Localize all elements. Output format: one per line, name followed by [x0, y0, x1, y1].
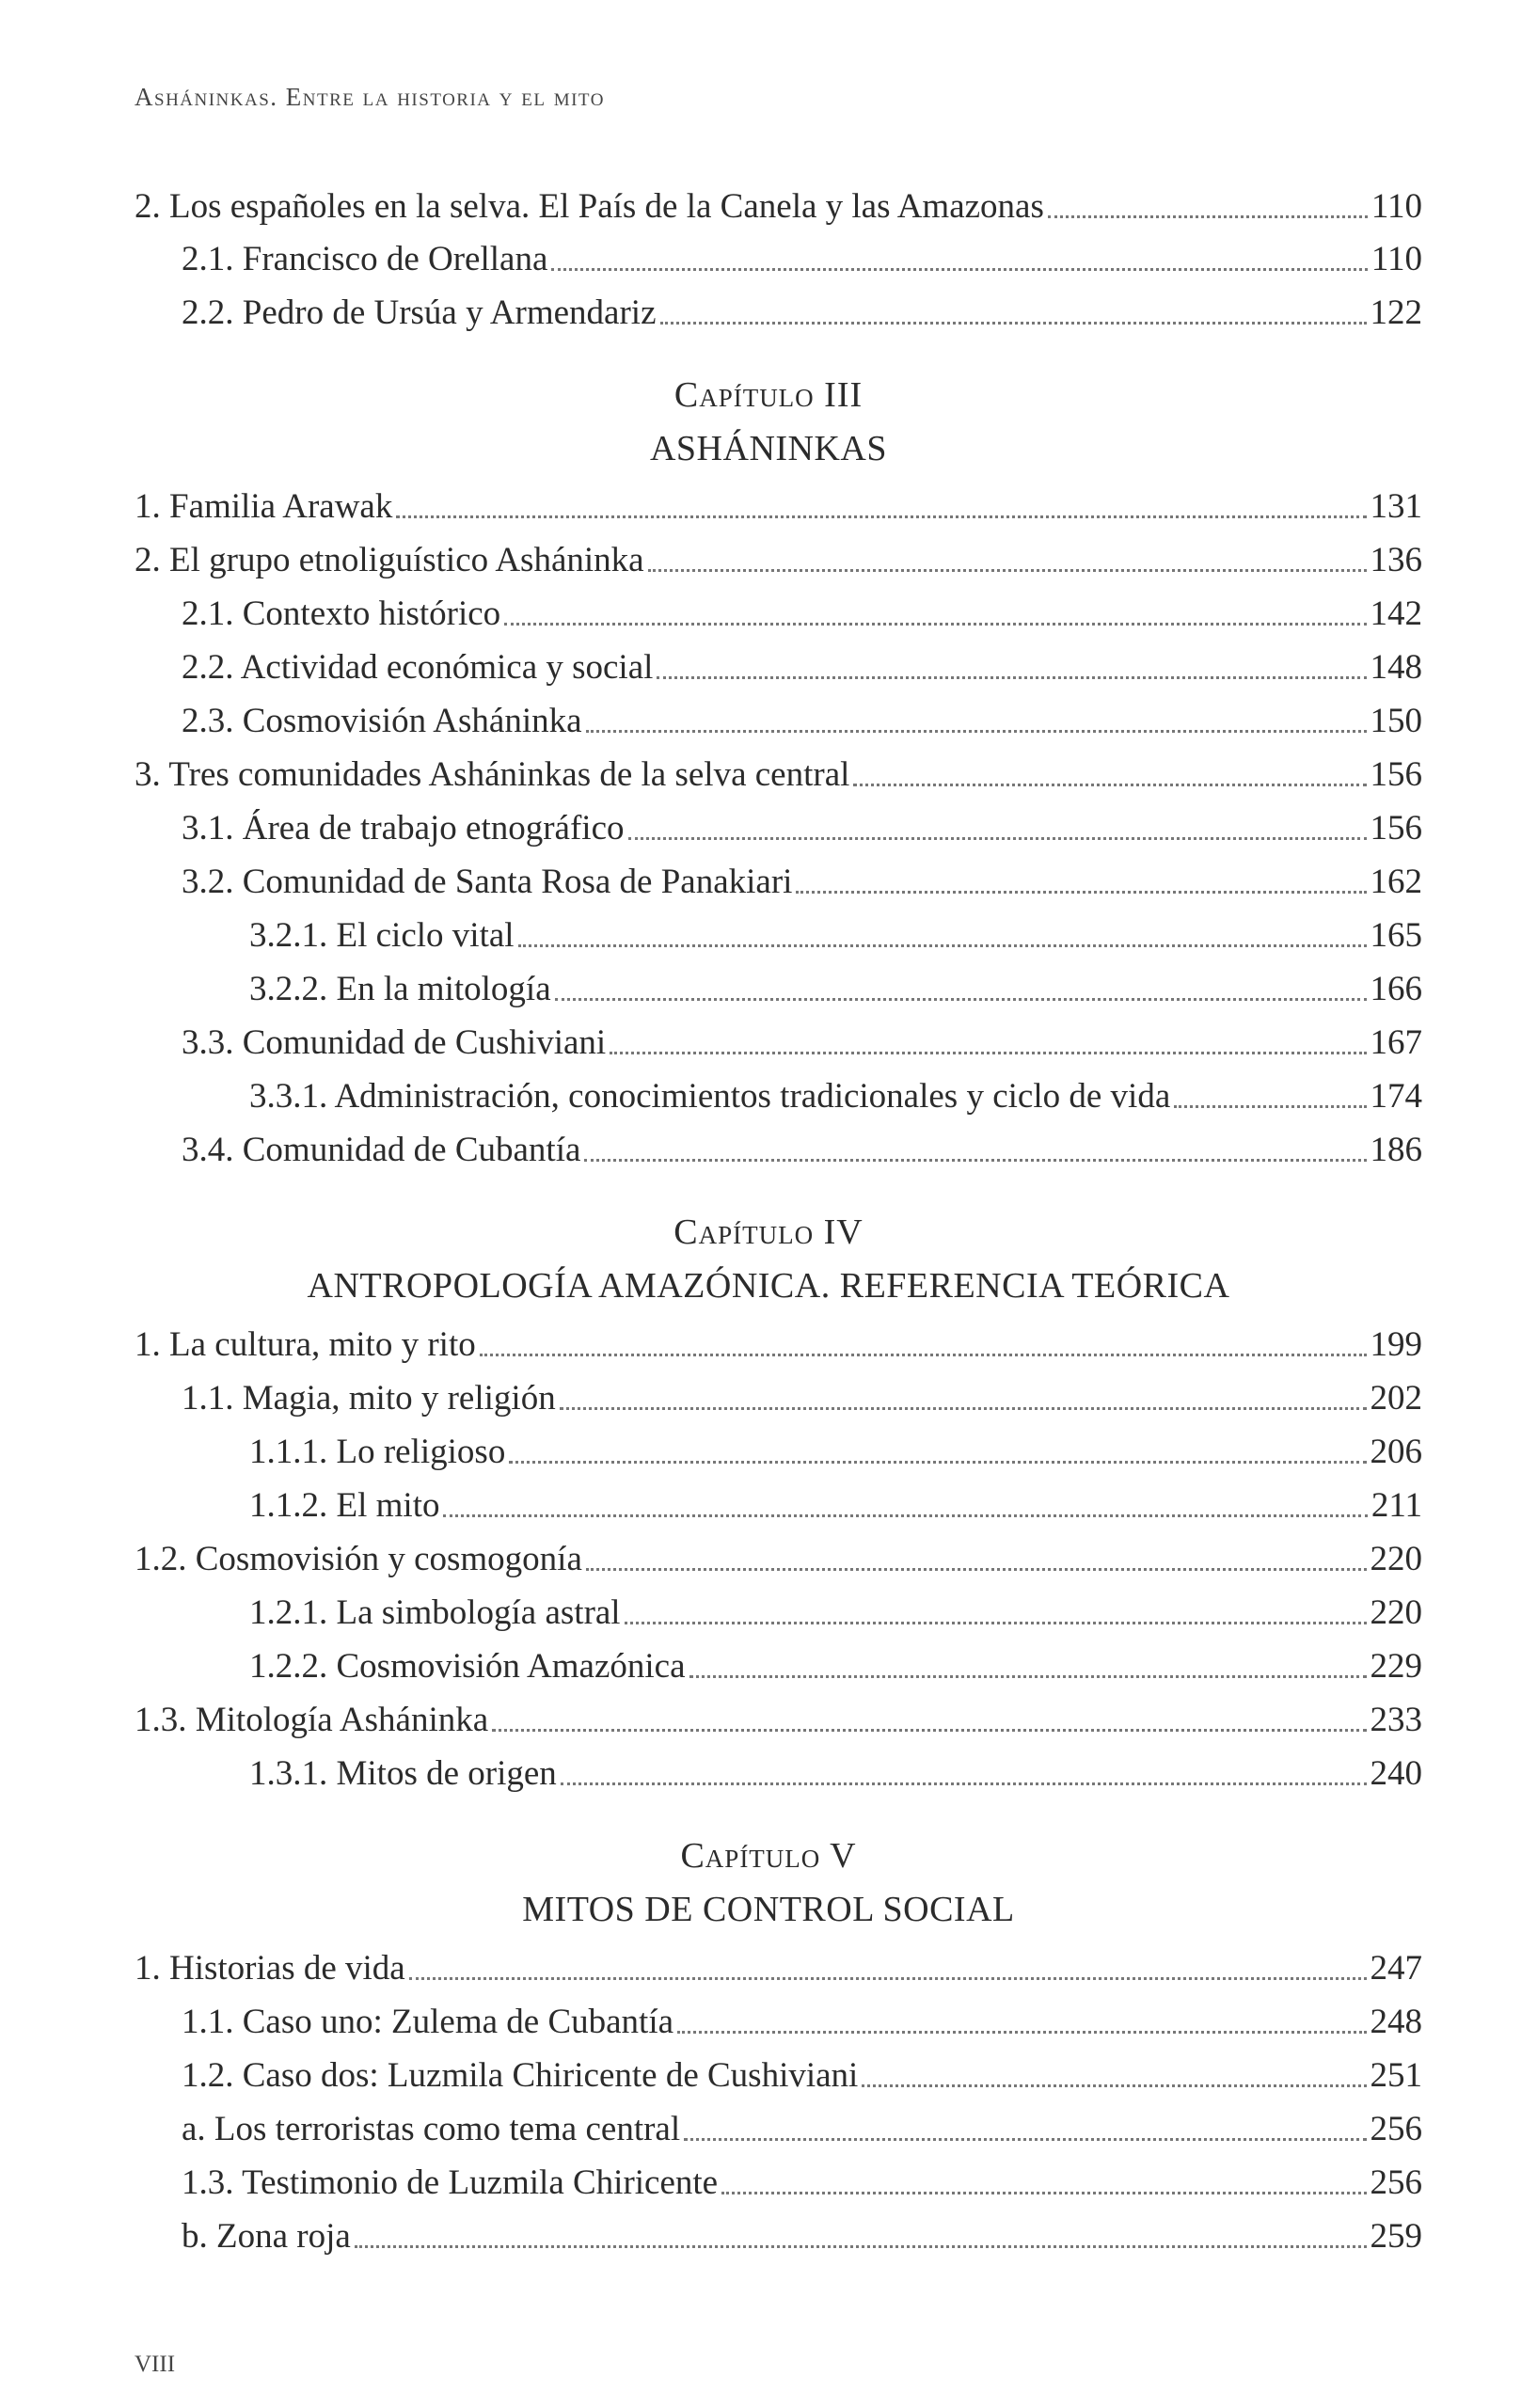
toc-entry-page: 220 — [1370, 1540, 1422, 1578]
toc-entry-page: 110 — [1371, 240, 1422, 278]
dot-leader — [561, 1782, 1367, 1785]
dot-leader — [555, 998, 1367, 1001]
toc-entry-page: 167 — [1370, 1023, 1422, 1062]
toc-entry-page: 247 — [1370, 1949, 1422, 1988]
toc-entry-page: 202 — [1370, 1379, 1422, 1418]
toc-entry[interactable] — [135, 181, 1422, 228]
toc-entry-label: 2. Los españoles en la selva. El País de la Canela y las Amazonas — [135, 187, 1044, 226]
toc-entry-label: 3.3. Comunidad de Cushiviani — [182, 1023, 607, 1062]
chapter-number: Capítulo IV — [673, 1212, 864, 1252]
toc-entry-label: 3.3.1. Administración, conocimientos tradicionales y ciclo de vida — [249, 1077, 1171, 1116]
toc-entry[interactable] — [182, 2157, 1422, 2204]
toc-entry-page: 131 — [1370, 487, 1422, 526]
toc-entry-label: 1.1.1. Lo religioso — [249, 1433, 506, 1471]
toc-entry[interactable] — [249, 1748, 1422, 1795]
toc-entry-page: 142 — [1370, 594, 1422, 633]
toc-entry[interactable] — [182, 287, 1422, 334]
chapter-number: Capítulo V — [680, 1836, 857, 1876]
toc-entry[interactable] — [249, 1640, 1422, 1687]
chapter-title: MITOS DE CONTROL SOCIAL — [522, 1890, 1015, 1929]
toc-entry-label: 1.1. Caso uno: Zulema de Cubantía — [182, 2003, 674, 2041]
toc-entry-page: 206 — [1370, 1433, 1422, 1471]
dot-leader — [625, 1622, 1367, 1624]
toc-entry[interactable] — [135, 481, 1422, 528]
dot-leader — [862, 2084, 1366, 2087]
toc-entry-page: 186 — [1370, 1131, 1422, 1169]
toc-entry-page: 156 — [1370, 755, 1422, 794]
dot-leader — [684, 2138, 1366, 2141]
toc-entry-label: 2.2. Pedro de Ursúa y Armendariz — [182, 293, 657, 332]
dot-leader — [355, 2245, 1367, 2248]
toc-entry-page: 162 — [1370, 863, 1422, 901]
toc-entry-label: 1.2. Cosmovisión y cosmogonía — [135, 1540, 582, 1578]
toc-entry-page: 110 — [1371, 187, 1422, 226]
toc-entry-label: 1.2.1. La simbología astral — [249, 1593, 621, 1632]
toc-entry-label: 3.1. Área de trabajo etnográfico — [182, 809, 625, 848]
toc-entry[interactable] — [135, 1942, 1422, 1989]
chapter-number: Capítulo III — [673, 375, 864, 415]
toc-entry-page: 259 — [1370, 2217, 1422, 2256]
toc-entry-label: 1. Historias de vida — [135, 1949, 405, 1988]
toc-entry[interactable] — [182, 1124, 1422, 1171]
toc-entry-label: b. Zona roja — [182, 2217, 351, 2256]
dot-leader — [660, 322, 1367, 325]
dot-leader — [560, 1407, 1367, 1410]
chapter-title: ASHÁNINKAS — [649, 429, 888, 468]
toc-entry[interactable] — [135, 1533, 1422, 1580]
toc-entry-label: 3. Tres comunidades Asháninkas de la selva central — [135, 755, 850, 794]
chapter-heading — [0, 1835, 1537, 1877]
toc-entry-label: 2.1. Contexto histórico — [182, 594, 501, 633]
toc-entry-page: 165 — [1370, 916, 1422, 955]
toc-entry[interactable] — [249, 963, 1422, 1010]
dot-leader — [409, 1977, 1367, 1980]
toc-entry[interactable] — [182, 1996, 1422, 2043]
dot-leader — [504, 623, 1366, 626]
toc-entry-label: 1.3.1. Mitos de origen — [249, 1754, 557, 1793]
toc-entry-page: 233 — [1370, 1701, 1422, 1739]
toc-entry[interactable] — [135, 534, 1422, 581]
toc-entry-page: 199 — [1370, 1325, 1422, 1364]
dot-leader — [396, 515, 1366, 518]
dot-leader — [443, 1514, 1367, 1517]
chapter-heading — [0, 374, 1537, 416]
dot-leader — [551, 268, 1367, 271]
toc-entry[interactable] — [182, 802, 1422, 849]
dot-leader — [628, 837, 1367, 840]
toc-entry[interactable] — [182, 1372, 1422, 1419]
toc-entry[interactable] — [182, 695, 1422, 742]
toc-entry-label: 1.2. Caso dos: Luzmila Chiricente de Cushiviani — [182, 2056, 859, 2095]
dot-leader — [648, 569, 1367, 572]
toc-entry-page: 136 — [1370, 541, 1422, 579]
dot-leader — [492, 1729, 1366, 1732]
toc-entry-page: 229 — [1370, 1647, 1422, 1686]
toc-entry-label: 1. Familia Arawak — [135, 487, 393, 526]
toc-entry[interactable] — [135, 1694, 1422, 1741]
dot-leader — [677, 2031, 1366, 2034]
toc-entry[interactable] — [182, 2050, 1422, 2097]
dot-leader — [689, 1675, 1367, 1678]
toc-entry-label: 2.1. Francisco de Orellana — [182, 240, 548, 278]
toc-entry-page: 148 — [1370, 648, 1422, 687]
dot-leader — [721, 2192, 1366, 2194]
dot-leader — [1048, 215, 1368, 218]
toc-entry-label: 3.2. Comunidad de Santa Rosa de Panakiari — [182, 863, 793, 901]
dot-leader — [796, 891, 1366, 894]
dot-leader — [853, 784, 1366, 786]
toc-entry-label: 2.3. Cosmovisión Asháninka — [182, 702, 582, 740]
toc-entry-label: 1.2.2. Cosmovisión Amazónica — [249, 1647, 686, 1686]
toc-entry-page: 256 — [1370, 2110, 1422, 2148]
dot-leader — [586, 1568, 1367, 1571]
toc-entry[interactable] — [249, 1070, 1422, 1117]
toc-entry[interactable] — [249, 1426, 1422, 1473]
page-number: VIII — [135, 2352, 176, 2377]
toc-entry[interactable] — [182, 642, 1422, 689]
toc-entry[interactable] — [182, 233, 1422, 280]
dot-leader — [509, 1461, 1366, 1464]
toc-entry-page: 251 — [1370, 2056, 1422, 2095]
toc-entry[interactable] — [135, 749, 1422, 796]
toc-entry-page: 174 — [1370, 1077, 1422, 1116]
dot-leader — [518, 944, 1367, 947]
toc-entry-label: 3.2.1. El ciclo vital — [249, 916, 515, 955]
toc-entry-label: 3.2.2. En la mitología — [249, 970, 551, 1008]
toc-entry[interactable] — [182, 588, 1422, 635]
toc-entry[interactable] — [135, 1319, 1422, 1366]
toc-entry[interactable] — [182, 856, 1422, 903]
toc-entry-label: 1. La cultura, mito y rito — [135, 1325, 476, 1364]
toc-entry-page: 122 — [1370, 293, 1422, 332]
toc-entry[interactable] — [182, 2210, 1422, 2258]
dot-leader — [657, 676, 1366, 679]
toc-entry-label: 1.1. Magia, mito y religión — [182, 1379, 556, 1418]
dot-leader — [584, 1159, 1366, 1162]
toc-entry-label: 2. El grupo etnoliguístico Asháninka — [135, 541, 644, 579]
running-header: Asháninkas. Entre la historia y el mito — [135, 83, 605, 111]
toc-entry-label: 3.4. Comunidad de Cubantía — [182, 1131, 581, 1169]
dot-leader — [480, 1354, 1367, 1356]
toc-entry-page: 211 — [1371, 1486, 1422, 1525]
toc-entry-page: 240 — [1370, 1754, 1422, 1793]
toc-entry-page: 256 — [1370, 2163, 1422, 2202]
toc-entry-page: 166 — [1370, 970, 1422, 1008]
toc-entry[interactable] — [182, 1017, 1422, 1064]
toc-entry-page: 220 — [1370, 1593, 1422, 1632]
toc-entry-page: 156 — [1370, 809, 1422, 848]
toc-entry[interactable] — [249, 1587, 1422, 1634]
toc-entry-label: 2.2. Actividad económica y social — [182, 648, 654, 687]
toc-entry-label: 1.3. Testimonio de Luzmila Chiricente — [182, 2163, 719, 2202]
chapter-title: ANTROPOLOGÍA AMAZÓNICA. REFERENCIA TEÓRICA — [307, 1266, 1230, 1306]
dot-leader — [586, 730, 1367, 733]
toc-entry[interactable] — [182, 2103, 1422, 2150]
dot-leader — [610, 1052, 1366, 1054]
chapter-heading — [0, 1212, 1537, 1253]
toc-entry[interactable] — [249, 1480, 1422, 1527]
toc-entry-page: 248 — [1370, 2003, 1422, 2041]
dot-leader — [1174, 1105, 1366, 1108]
toc-entry-label: 1.3. Mitología Asháninka — [135, 1701, 489, 1739]
toc-entry-label: 1.1.2. El mito — [249, 1486, 440, 1525]
toc-entry-label: a. Los terroristas como tema central — [182, 2110, 681, 2148]
toc-entry-page: 150 — [1370, 702, 1422, 740]
toc-entry[interactable] — [249, 910, 1422, 957]
